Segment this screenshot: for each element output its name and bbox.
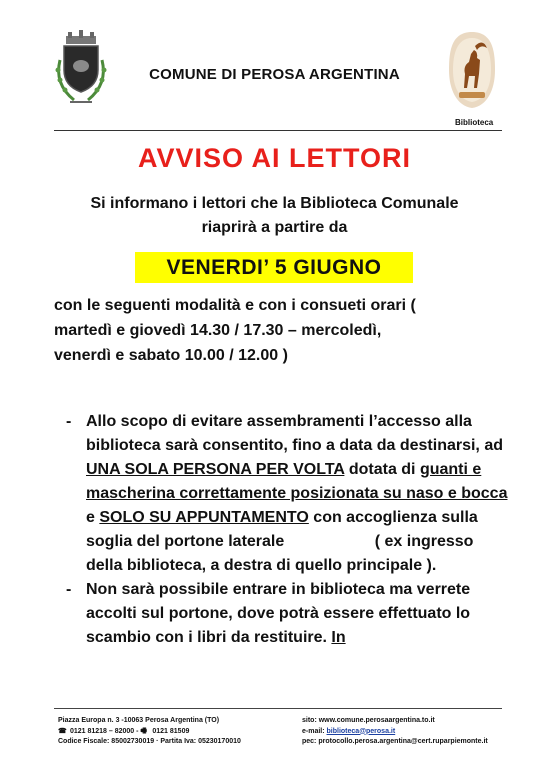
bullet-text: dotata di [344, 461, 420, 478]
intro-line: Si informano i lettori che la Biblioteca Comunale [90, 195, 459, 212]
intro-text [0, 192, 549, 240]
ibex-library-logo-icon [447, 30, 497, 110]
bullet-text: Non sarà possibile entrare in biblioteca ma verrete accolti sul portone, dove potrà essere effettuato lo scambio con i libri da restituire. [86, 581, 471, 646]
notice-title: AVVISO AI LETTORI [137, 143, 412, 173]
fax-icon: 🖷 [140, 727, 148, 735]
email-link[interactable]: biblioteca@perosa.it [326, 727, 396, 735]
bullet-emphasis: UNA SOLA PERSONA PER VOLTA [86, 461, 345, 478]
bullet-emphasis: SOLO SU APPUNTAMENTO [99, 509, 309, 526]
library-label: Biblioteca [455, 118, 494, 127]
phone-icon: ☎ [58, 727, 67, 735]
bullet-text: e [86, 509, 100, 526]
list-item [54, 410, 514, 578]
footer-email-line [302, 727, 488, 738]
hours-line: con le seguenti modalità e con i consueti orari ( [54, 297, 416, 314]
hours-line: martedì e giovedì 14.30 / 17.30 – mercoledì, [54, 322, 382, 339]
list-dash: - [66, 581, 72, 598]
header-divider [54, 130, 502, 131]
bullet-emphasis: guanti e mascherina correttamente posizionata su naso e bocca [86, 461, 508, 502]
bullet-emphasis: In [331, 629, 346, 646]
footer-email-prefix: e-mail: [302, 727, 327, 735]
hours-line: venerdì e sabato 10.00 / 12.00 ) [54, 347, 288, 364]
bullet-text: ( ex ingresso della biblioteca, a destra di quello principale ). [86, 533, 474, 574]
footer-divider [54, 708, 502, 709]
bullet-text: Allo scopo di evitare assembramenti l’accesso alla biblioteca sarà consentito, fino a data da destinarsi, ad [86, 413, 503, 454]
footer-phone-line [58, 727, 241, 738]
footer-fax: 0121 81509 [152, 727, 190, 735]
footer-address: Piazza Europa n. 3 -10063 Perosa Argentina (TO) [58, 717, 220, 724]
footer-site[interactable]: sito: www.comune.perosaargentina.to.it [302, 717, 435, 724]
list-dash: - [66, 413, 72, 430]
page-header-title: COMUNE DI PEROSA ARGENTINA [149, 66, 400, 83]
rules-list [54, 410, 514, 650]
intro-line: riaprirà a partire da [201, 219, 348, 236]
footer-web [302, 716, 488, 748]
bullet-text: con accoglienza sulla soglia del portone laterale [86, 509, 478, 550]
list-item [54, 578, 514, 650]
opening-hours-text [54, 293, 524, 368]
reopening-date: VENERDI’ 5 GIUGNO [135, 252, 413, 283]
footer-contacts [58, 716, 241, 748]
footer-phone: 0121 81218 – 82000 - [69, 727, 139, 735]
footer-pec[interactable]: pec: protocollo.perosa.argentina@cert.ruparpiemonte.it [302, 738, 488, 745]
footer-fiscal: Codice Fiscale: 85002730019 · Partita Iva: 05230170010 [58, 738, 241, 745]
